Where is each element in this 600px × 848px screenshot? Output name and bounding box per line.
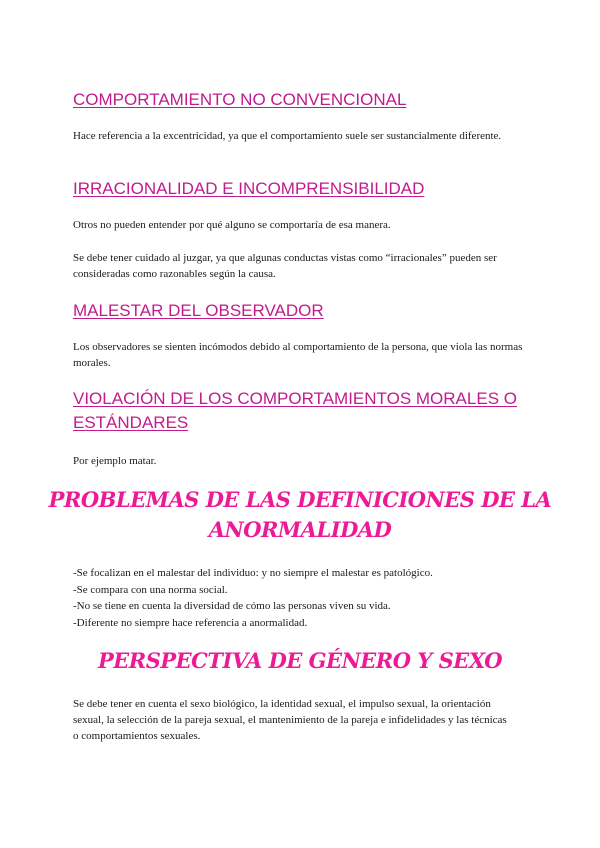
section-body-violacion: Por ejemplo matar.: [73, 455, 157, 467]
section-heading-malestar: MALESTAR DEL OBSERVADOR: [73, 301, 324, 320]
section-body-no-convencional: Hace referencia a la excentricidad, ya que el comportamiento suele ser sustancialmente diferente.: [73, 130, 502, 142]
section-body-irracionalidad-2: Se debe tener cuidado al juzgar, ya que algunas conductas vistas como “irracionales” pueden ser consideradas como razonables según la causa.: [73, 252, 497, 280]
gender-body: Se debe tener en cuenta el sexo biológico, la identidad sexual, el impulso sexual, la orientación sexual, la selección de la pareja sexual, el mantenimiento de la pareja e infidelidades y las técnicas o comportamientos sexuales.: [73, 698, 507, 742]
problems-title: PROBLEMAS DE LAS DEFINICIONES DE LA ANORMALIDAD: [48, 487, 552, 542]
list-item: -No se tiene en cuenta la diversidad de cómo las personas viven su vida.: [73, 600, 391, 612]
section-heading-violacion: VIOLACIÓN DE LOS COMPORTAMIENTOS MORALES O ESTÁNDARES: [73, 389, 517, 432]
list-item: -Se focalizan en el malestar del individuo: y no siempre el malestar es patológico.: [73, 567, 433, 579]
section-heading-irracionalidad: IRRACIONALIDAD E INCOMPRENSIBILIDAD: [73, 179, 425, 198]
list-item: -Diferente no siempre hace referencia a anormalidad.: [73, 616, 308, 629]
gender-title: PERSPECTIVA DE GÉNERO Y SEXO: [97, 648, 503, 673]
section-heading-no-convencional: COMPORTAMIENTO NO CONVENCIONAL: [73, 90, 407, 109]
section-body-irracionalidad-1: Otros no pueden entender por qué alguno se comportaría de esa manera.: [73, 219, 391, 231]
section-body-malestar: Los observadores se sienten incómodos debido al comportamiento de la persona, que viola las normas morales.: [73, 341, 523, 369]
problems-list: [73, 565, 433, 631]
list-item: -Se compara con una norma social.: [73, 583, 228, 596]
